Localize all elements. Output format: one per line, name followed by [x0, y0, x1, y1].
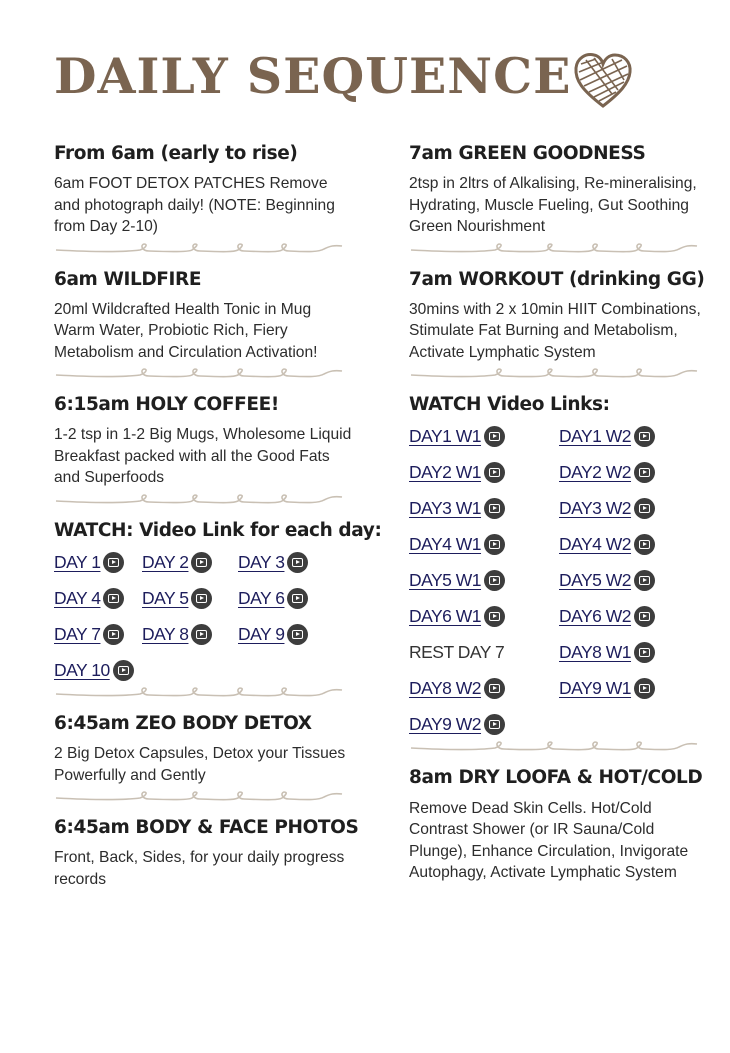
- video-link-day6-w1[interactable]: DAY6 W1: [409, 604, 559, 628]
- play-icon[interactable]: [113, 660, 134, 681]
- section-body: 1-2 tsp in 1-2 Big Mugs, Wholesome Liquid Breakfast packed with all the Good Fats and Superfoods: [54, 426, 352, 487]
- play-icon[interactable]: [634, 426, 655, 447]
- play-icon[interactable]: [103, 624, 124, 645]
- video-link-day3-w1[interactable]: DAY3 W1: [409, 496, 559, 520]
- video-link-day-7[interactable]: DAY 7: [54, 622, 142, 646]
- video-link-day4-w2[interactable]: DAY4 W2: [559, 532, 709, 556]
- section-heading: 6:45am ZEO BODY DETOX: [54, 713, 312, 734]
- video-link-day5-w2[interactable]: DAY5 W2: [559, 568, 709, 592]
- play-icon[interactable]: [103, 552, 124, 573]
- play-icon[interactable]: [484, 678, 505, 699]
- play-icon[interactable]: [484, 534, 505, 555]
- section-body: Front, Back, Sides, for your daily progress records: [54, 849, 345, 888]
- video-link-day-4[interactable]: DAY 4: [54, 586, 142, 610]
- squiggle-divider: [409, 242, 699, 256]
- play-icon[interactable]: [191, 552, 212, 573]
- section-body: 2 Big Detox Capsules, Detox your Tissues Powerfully and Gently: [54, 745, 346, 784]
- play-icon[interactable]: [191, 624, 212, 645]
- video-link-day8-w2[interactable]: DAY8 W2: [409, 676, 559, 700]
- section-body: 2tsp in 2ltrs of Alkalising, Re-mineralising, Hydrating, Muscle Fueling, Gut Soothing Green Nourishment: [409, 175, 697, 236]
- video-link-day-9[interactable]: DAY 9: [238, 622, 334, 646]
- page-title: DAILY SEQUENCE: [54, 47, 572, 105]
- left-column: [54, 142, 382, 890]
- play-icon[interactable]: [634, 642, 655, 663]
- video-link-day8-w1[interactable]: DAY8 W1: [559, 640, 709, 664]
- section-heading: From 6am (early to rise): [54, 143, 298, 164]
- play-icon[interactable]: [484, 570, 505, 591]
- video-link-day-8[interactable]: DAY 8: [142, 622, 238, 646]
- play-icon[interactable]: [634, 462, 655, 483]
- play-icon[interactable]: [287, 588, 308, 609]
- play-icon[interactable]: [484, 714, 505, 735]
- section-green-goodness: [409, 142, 709, 238]
- play-icon[interactable]: [634, 678, 655, 699]
- video-link-day-10[interactable]: DAY 10: [54, 658, 142, 682]
- section-body: 30mins with 2 x 10min HIIT Combinations, Stimulate Fat Burning and Metabolism, Activate Lymphatic System: [409, 300, 701, 361]
- play-icon[interactable]: [634, 570, 655, 591]
- squiggle-divider: [54, 790, 344, 804]
- video-link-grid: [54, 550, 354, 682]
- play-icon[interactable]: [484, 426, 505, 447]
- section-heading: WATCH Video Links:: [409, 394, 610, 416]
- section-watch-workouts: [409, 393, 709, 736]
- video-link-day5-w1[interactable]: DAY5 W1: [409, 568, 559, 592]
- section-heading: 6:15am HOLY COFFEE!: [54, 394, 279, 416]
- section-holy-coffee: [54, 393, 354, 489]
- play-icon[interactable]: [191, 588, 212, 609]
- video-link-day1-w2[interactable]: DAY1 W2: [559, 424, 709, 448]
- squiggle-divider: [409, 367, 699, 381]
- squiggle-divider: [54, 686, 344, 700]
- section-heading: 6:45am BODY & FACE PHOTOS: [54, 817, 359, 839]
- section-heading: 7am WORKOUT (drinking GG): [409, 268, 705, 290]
- section-body-face-photos: [54, 816, 359, 890]
- play-icon[interactable]: [634, 606, 655, 627]
- play-icon[interactable]: [634, 498, 655, 519]
- workout-link-grid: [409, 424, 709, 736]
- section-foot-detox: [54, 142, 354, 238]
- section-heading: 7am GREEN GOODNESS: [409, 143, 646, 164]
- section-workout: [409, 268, 709, 364]
- squiggle-divider: [54, 493, 344, 507]
- video-link-day-3[interactable]: DAY 3: [238, 550, 334, 574]
- section-heading: WATCH: Video Link for each day:: [54, 519, 382, 541]
- play-icon[interactable]: [484, 462, 505, 483]
- squiggle-divider: [54, 367, 344, 381]
- section-heading: 8am DRY LOOFA & HOT/COLD: [409, 767, 703, 789]
- play-icon[interactable]: [103, 588, 124, 609]
- video-link-day-5[interactable]: DAY 5: [142, 586, 238, 610]
- video-link-day-6[interactable]: DAY 6: [238, 586, 334, 610]
- rest-day-label: REST DAY 7: [409, 641, 505, 662]
- section-zeo-body-detox: [54, 712, 354, 786]
- video-link-day4-w1[interactable]: DAY4 W1: [409, 532, 559, 556]
- section-body: Remove Dead Skin Cells. Hot/Cold Contrast Shower (or IR Sauna/Cold Plunge), Enhance Circulation, Invigorate Autophagy, Activate Lymphatic System: [409, 799, 689, 881]
- play-icon[interactable]: [287, 624, 308, 645]
- section-dry-loofa: [409, 766, 709, 883]
- video-link-day3-w2[interactable]: DAY3 W2: [559, 496, 709, 520]
- video-link-day2-w2[interactable]: DAY2 W2: [559, 460, 709, 484]
- play-icon[interactable]: [484, 606, 505, 627]
- squiggle-divider: [409, 740, 699, 754]
- play-icon[interactable]: [287, 552, 308, 573]
- video-link-day1-w1[interactable]: DAY1 W1: [409, 424, 559, 448]
- video-link-day2-w1[interactable]: DAY2 W1: [409, 460, 559, 484]
- section-heading: 6am WILDFIRE: [54, 268, 202, 290]
- video-link-day9-w1[interactable]: DAY9 W1: [559, 676, 709, 700]
- section-body: 6am FOOT DETOX PATCHES Remove and photograph daily! (NOTE: Beginning from Day 2-10): [54, 175, 335, 236]
- video-link-day9-w2[interactable]: DAY9 W2: [409, 712, 559, 736]
- section-watch-daily: [54, 519, 382, 682]
- play-icon[interactable]: [634, 534, 655, 555]
- squiggle-divider: [54, 242, 344, 256]
- section-wildfire: [54, 268, 354, 364]
- play-icon[interactable]: [484, 498, 505, 519]
- video-link-day-1[interactable]: DAY 1: [54, 550, 142, 574]
- section-body: 20ml Wildcrafted Health Tonic in Mug Warm Water, Probiotic Rich, Fiery Metabolism and Circulation Activation!: [54, 300, 318, 361]
- heart-icon: [572, 50, 634, 110]
- video-link-day-2[interactable]: DAY 2: [142, 550, 238, 574]
- video-link-day6-w2[interactable]: DAY6 W2: [559, 604, 709, 628]
- right-column: [409, 142, 709, 884]
